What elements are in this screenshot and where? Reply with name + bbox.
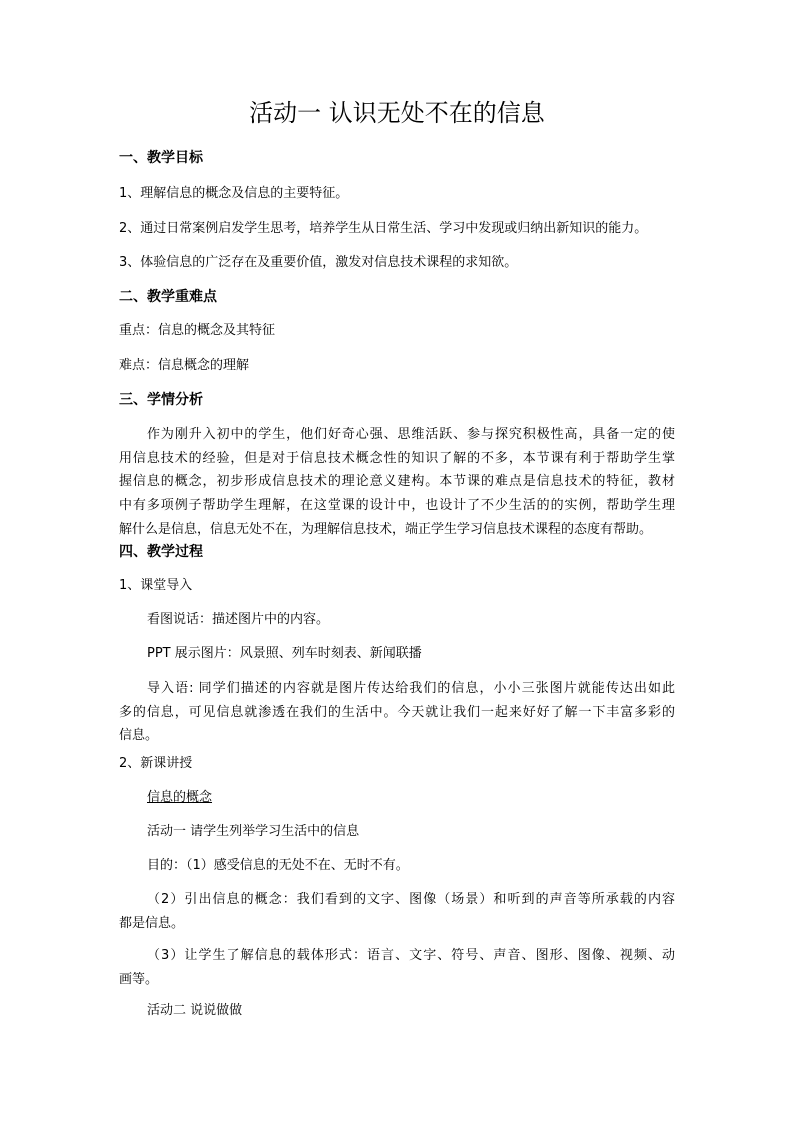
paragraph-line: 解什么是信息，信息无处不在，为理解信息技术，端正学生学习信息技术课程的态度有帮助。 bbox=[119, 521, 653, 537]
activity-title: 活动一 请学生列举学习生活中的信息 bbox=[147, 824, 360, 839]
paragraph-line: 信息。 bbox=[119, 728, 159, 744]
paragraph-line: 中有多项例子帮助学生理解，在这堂课的设计中，也设计了不少生活的的实例，帮助学生理 bbox=[119, 498, 675, 514]
paragraph-line: （3）让学生了解信息的载体形式：语言、文字、符号、声音、图形、图像、视频、动 bbox=[147, 948, 675, 963]
key-point-difficulty: 难点：信息概念的理解 bbox=[119, 358, 250, 373]
step-title: 1、课堂导入 bbox=[119, 578, 193, 593]
intro-paragraph bbox=[119, 677, 675, 748]
lesson-text: PPT 展示图片：风景照、列车时刻表、新闻联播 bbox=[147, 646, 422, 661]
section-heading-key-points: 二、教学重难点 bbox=[119, 289, 217, 305]
goal-paragraph bbox=[119, 944, 675, 991]
paragraph-line: 画等。 bbox=[119, 971, 159, 987]
lesson-text: 看图说话：描述图片中的内容。 bbox=[147, 612, 330, 627]
goal-paragraph bbox=[119, 888, 675, 935]
step-title: 2、新课讲授 bbox=[119, 756, 193, 771]
paragraph-line: 都是信息。 bbox=[119, 915, 185, 931]
paragraph-line: 用信息技术的经验，但是对于信息技术概念性的知识了解的不多，本节课有利于帮助学生掌 bbox=[119, 450, 675, 466]
key-point-focus: 重点：信息的概念及其特征 bbox=[119, 323, 276, 338]
paragraph-line: 导入语: 同学们描述的内容就是图片传达给我们的信息，小小三张图片就能传达出如此 bbox=[147, 681, 675, 696]
section-heading-objectives: 一、教学目标 bbox=[119, 150, 203, 166]
objective-item: 2、通过日常案例启发学生思考，培养学生从日常生活、学习中发现或归纳出新知识的能力。 bbox=[119, 221, 648, 236]
paragraph-line: 多的信息，可见信息就渗透在我们的生活中。今天就让我们一起来好好了解一下丰富多彩的 bbox=[119, 704, 675, 720]
subheading-concept: 信息的概念 bbox=[147, 790, 213, 805]
objective-item: 1、理解信息的概念及信息的主要特征。 bbox=[119, 186, 349, 201]
page-title: 活动一 认识无处不在的信息 bbox=[249, 99, 545, 127]
goal-text: 目的：（1）感受信息的无处不在、无时不有。 bbox=[147, 858, 409, 873]
activity-title: 活动二 说说做做 bbox=[147, 1003, 243, 1018]
paragraph-line: （2）引出信息的概念：我们看到的文字、图像（场景）和听到的声音等所承载的内容 bbox=[147, 892, 675, 907]
paragraph-line: 握信息的概念，初步形成信息技术的理论意义建构。本节课的难点是信息技术的特征，教材 bbox=[119, 474, 675, 490]
section-heading-analysis: 三、学情分析 bbox=[119, 392, 203, 408]
analysis-paragraph bbox=[119, 423, 675, 541]
section-heading-process: 四、教学过程 bbox=[119, 544, 203, 560]
objective-item: 3、体验信息的广泛存在及重要价值，激发对信息技术课程的求知欲。 bbox=[119, 255, 518, 270]
paragraph-line: 作为刚升入初中的学生，他们好奇心强、思维活跃、参与探究积极性高，具备一定的使 bbox=[147, 427, 675, 442]
